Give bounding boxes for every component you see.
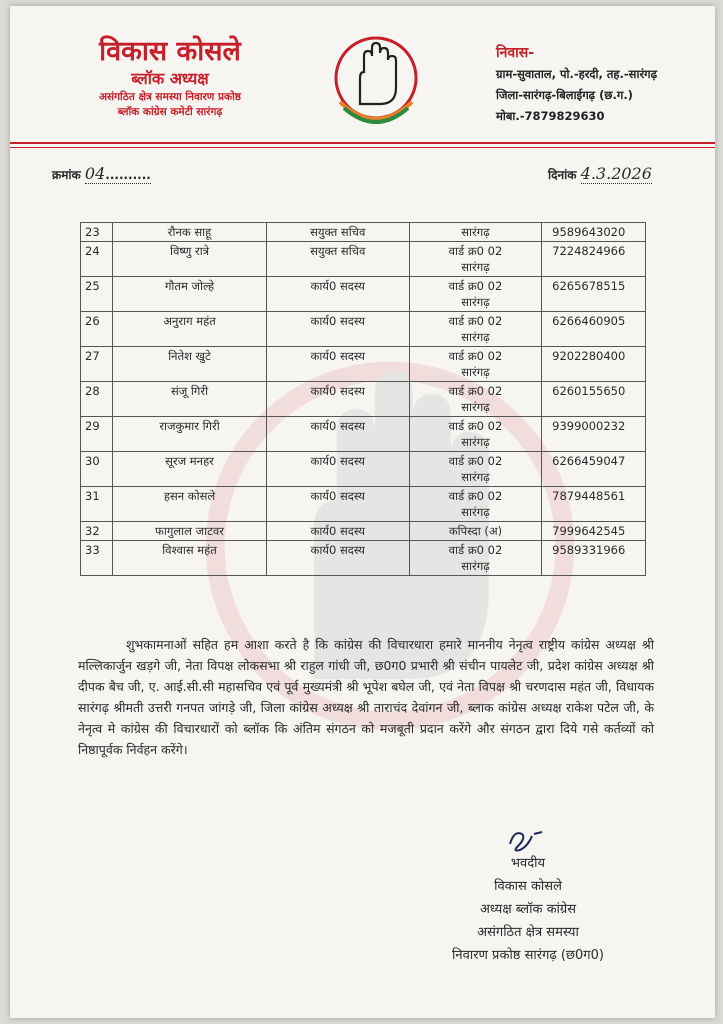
closing-line3: अध्यक्ष ब्लॉक कांग्रेस <box>479 902 577 917</box>
address-line: सारंगढ़ <box>461 559 490 573</box>
table-row <box>81 277 646 312</box>
member-name: विश्वास महंत <box>113 541 266 576</box>
row-number: 24 <box>81 242 113 277</box>
address-line: वार्ड क्र0 02 <box>448 384 503 398</box>
member-phone: 9589643020 <box>542 223 646 242</box>
member-address <box>409 312 541 347</box>
dinank-label: दिनांक <box>548 168 577 182</box>
table-row <box>81 522 646 541</box>
address-line2: जिला-सारंगढ़-बिलाईगढ़ (छ.ग.) <box>496 88 633 102</box>
member-address <box>409 522 541 541</box>
member-post: कार्य0 सदस्य <box>266 487 409 522</box>
member-address <box>409 277 541 312</box>
address-line: वार्ड क्र0 02 <box>448 314 503 328</box>
member-address <box>409 487 541 522</box>
member-name: रौनक साहू <box>113 223 266 242</box>
address-line: कपिस्दा (अ) <box>448 524 503 538</box>
row-number: 26 <box>81 312 113 347</box>
table-row <box>81 382 646 417</box>
header-rule-thin <box>10 147 715 148</box>
member-post: कार्य0 सदस्य <box>266 522 409 541</box>
member-post: कार्य0 सदस्य <box>266 452 409 487</box>
congress-hand-logo-icon <box>330 32 422 128</box>
letterhead-org-line2: ब्लॉक कांग्रेस कमेटी सारंगढ़ <box>117 106 223 118</box>
member-post: कार्य0 सदस्य <box>266 347 409 382</box>
member-phone: 6265678515 <box>542 277 646 312</box>
address-title: निवास- <box>496 45 535 61</box>
member-post: कार्य0 सदस्य <box>266 382 409 417</box>
closing-line5: निवारण प्रकोष्ठ सारंगढ़ (छ0ग0) <box>452 948 604 963</box>
address-line: वार्ड क्र0 02 <box>448 244 503 258</box>
member-name: नितेश खुटे <box>113 347 266 382</box>
header-rule <box>10 142 715 144</box>
address-line: वार्ड क्र0 02 <box>448 543 503 557</box>
member-post: सयुक्त सचिव <box>266 242 409 277</box>
address-line: सारंगढ़ <box>461 225 490 239</box>
address-line: सारंगढ़ <box>461 295 490 309</box>
body-paragraph: शुभकामनाओं सहित हम आशा करते है कि कांग्रेस की विचारधारा हमारे माननीय नेनृत्व राष्ट्रीय कांग्रेस अध्यक्ष श्री मल्लिकार्जुन खड़गे जी, नेता विपक्ष लोकसभा श्री राहुल गांधी जी, छ0ग0 प्रभारी श्री संचीन पायलेट जी, प्रदेश कांग्रेस अध्यक्ष श्री दीपक बैच जी, ए. आई.सी.सी महासचिव एवं पूर्व मुख्यमंत्री श्री भूपेश बघेल जी, एवं नेता विपक्ष श्री चरणदास महंत जी, विधायक सारंगढ़ श्रीमती उत्तरी गनपत जांगड़े जी, जिला कांग्रेस अध्यक्ष श्री ताराचंद देवांगन जी, ब्लाक कांग्रेस अध्यक्ष राकेश पटेल जी, के नेनृत्व मे कांग्रेस की विचारधारों को ब्लॉक कि अंतिम संगठन को मजबूती प्रदान करेंगे और संगठन द्वारा दिये गसे कर्तव्यों को निष्ठापूर्वक निर्वहन करेंगे। <box>78 637 654 757</box>
member-name: संजू गिरी <box>113 382 266 417</box>
member-phone: 6266460905 <box>542 312 646 347</box>
address-line: सारंगढ़ <box>461 435 490 449</box>
member-post: कार्य0 सदस्य <box>266 312 409 347</box>
address-line: वार्ड क्र0 02 <box>448 489 503 503</box>
address-line: सारंगढ़ <box>461 470 490 484</box>
row-number: 25 <box>81 277 113 312</box>
address-line: सारंगढ़ <box>461 365 490 379</box>
member-address <box>409 541 541 576</box>
member-phone: 7999642545 <box>542 522 646 541</box>
table-row <box>81 223 646 242</box>
table-row <box>81 312 646 347</box>
closing-block <box>408 852 648 967</box>
member-address <box>409 382 541 417</box>
krama-label: क्रमांक <box>52 168 81 182</box>
closing-line1: भवदीय <box>510 856 546 871</box>
members-table <box>80 222 646 576</box>
row-number: 28 <box>81 382 113 417</box>
member-address <box>409 223 541 242</box>
member-address <box>409 417 541 452</box>
address-line: सारंगढ़ <box>461 330 490 344</box>
member-address <box>409 452 541 487</box>
member-phone: 9589331966 <box>542 541 646 576</box>
address-line: सारंगढ़ <box>461 400 490 414</box>
member-phone: 9399000232 <box>542 417 646 452</box>
member-name: अनुराग महंत <box>113 312 266 347</box>
mobile-number: मोबा.-7879829630 <box>496 109 605 123</box>
member-name: गौतम जोल्हे <box>113 277 266 312</box>
dinank-value: 4.3.2026 <box>580 164 652 183</box>
table-row <box>81 487 646 522</box>
member-name: राजकुमार गिरी <box>113 417 266 452</box>
table-row <box>81 541 646 576</box>
member-phone: 7224824966 <box>542 242 646 277</box>
member-phone: 7879448561 <box>542 487 646 522</box>
letterhead-org-line1: असंगठित क्षेत्र समस्या निवारण प्रकोष्ठ <box>99 91 241 103</box>
row-number: 30 <box>81 452 113 487</box>
address-line: वार्ड क्र0 02 <box>448 349 503 363</box>
letterhead-left <box>50 36 290 120</box>
row-number: 27 <box>81 347 113 382</box>
letterhead-role: ब्लॉक अध्यक्ष <box>131 69 209 88</box>
table-row <box>81 417 646 452</box>
member-phone: 6266459047 <box>542 452 646 487</box>
date-line <box>548 164 652 184</box>
member-post: कार्य0 सदस्य <box>266 541 409 576</box>
address-line: वार्ड क्र0 02 <box>448 454 503 468</box>
member-phone: 6260155650 <box>542 382 646 417</box>
row-number: 29 <box>81 417 113 452</box>
member-post: सयुक्त सचिव <box>266 223 409 242</box>
closing-line4: असंगठित क्षेत्र समस्या <box>477 925 579 940</box>
member-phone: 9202280400 <box>542 347 646 382</box>
member-address <box>409 242 541 277</box>
letterhead-right <box>496 42 715 127</box>
letterhead-name: विकास कोसले <box>99 36 241 67</box>
address-line1: ग्राम-सुवाताल, पो.-हरदी, तह.-सारंगढ़ <box>496 67 658 81</box>
row-number: 23 <box>81 223 113 242</box>
member-address <box>409 347 541 382</box>
row-number: 32 <box>81 522 113 541</box>
krama-value: 04 <box>84 164 106 183</box>
table-row <box>81 242 646 277</box>
row-number: 31 <box>81 487 113 522</box>
member-name: हसन कोसले <box>113 487 266 522</box>
table-row <box>81 347 646 382</box>
member-name: सूरज मनहर <box>113 452 266 487</box>
address-line: सारंगढ़ <box>461 260 490 274</box>
member-post: कार्य0 सदस्य <box>266 277 409 312</box>
row-number: 33 <box>81 541 113 576</box>
table-row <box>81 452 646 487</box>
letter-page <box>10 6 715 1018</box>
member-post: कार्य0 सदस्य <box>266 417 409 452</box>
address-line: सारंगढ़ <box>461 505 490 519</box>
member-name: फागुलाल जाटवर <box>113 522 266 541</box>
closing-line2: विकास कोसले <box>494 879 562 894</box>
member-name: विष्णु रात्रे <box>113 242 266 277</box>
address-line: वार्ड क्र0 02 <box>448 419 503 433</box>
address-line: वार्ड क्र0 02 <box>448 279 503 293</box>
reference-number: क्रमांक 04.......... <box>52 164 151 183</box>
